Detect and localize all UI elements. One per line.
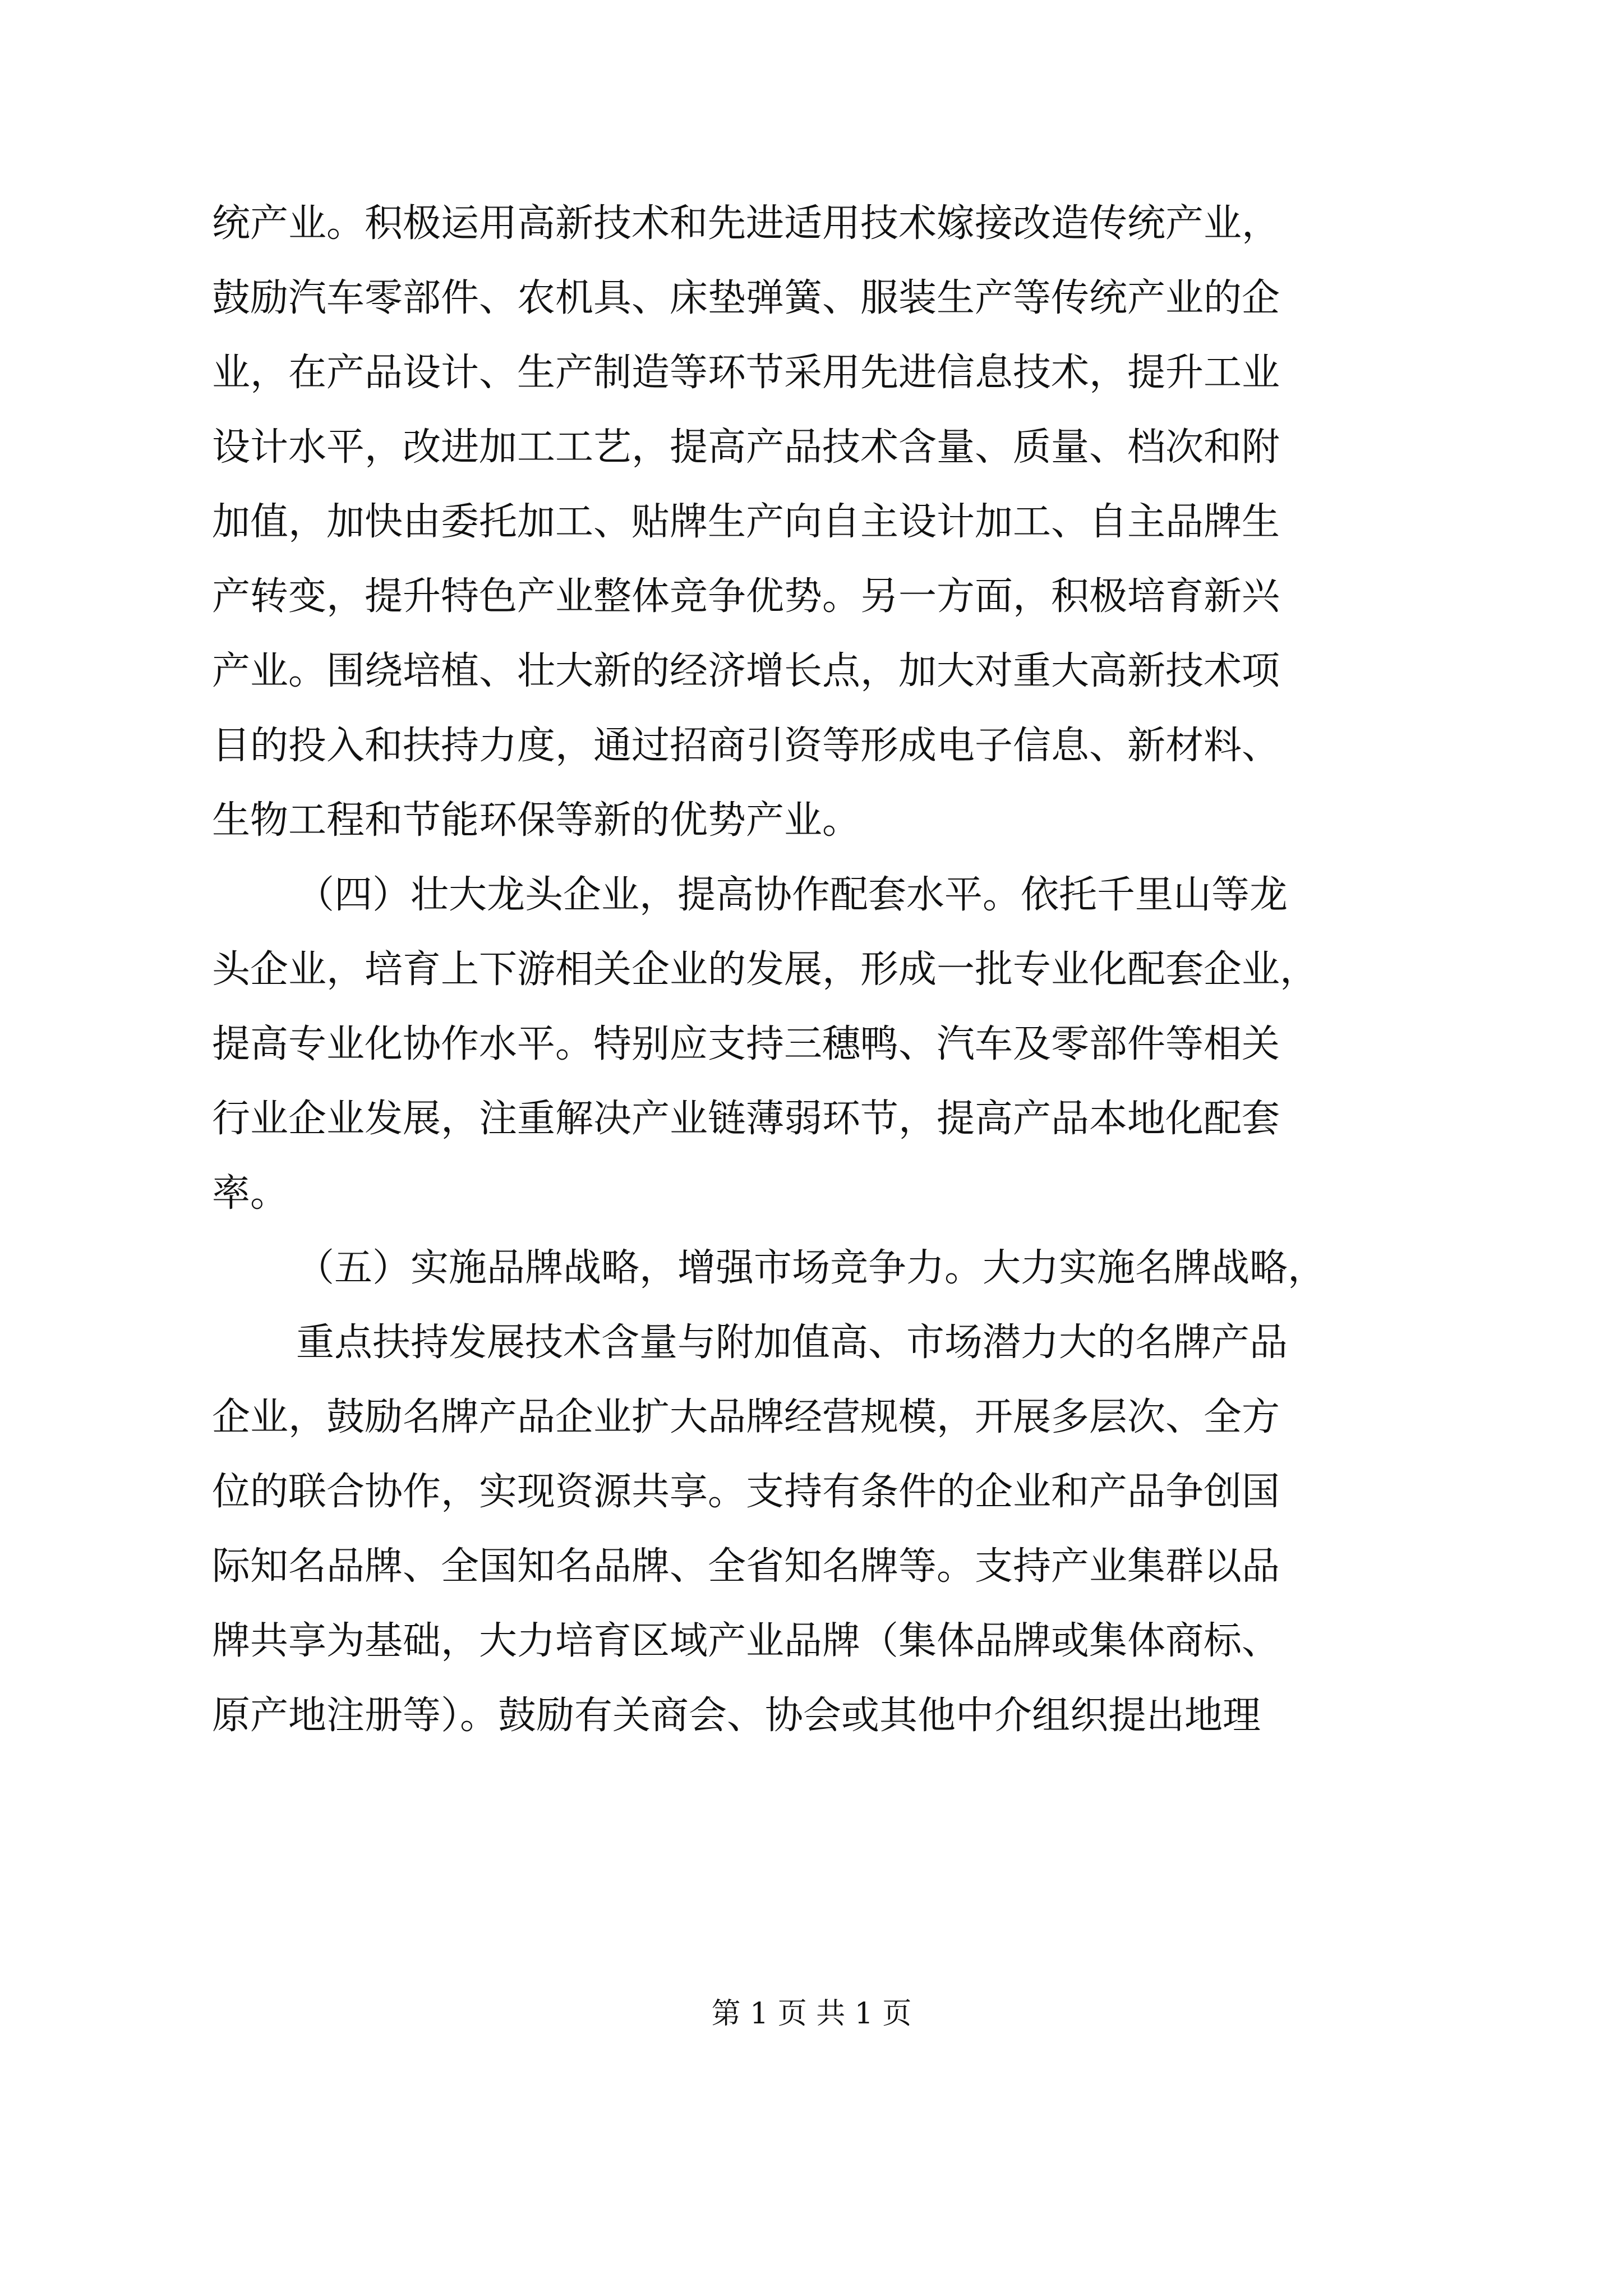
text-line: 位的联合协作，实现资源共享。支持有条件的企业和产品争创国 <box>212 1470 1280 1514</box>
text-line: 率。 <box>212 1171 289 1216</box>
text-line: 设计水平，改进加工工艺，提高产品技术含量、质量、档次和附 <box>212 425 1280 470</box>
text-line: 业，在产品设计、生产制造等环节采用先进信息技术，提升工业 <box>212 351 1280 395</box>
text-line: 加值，加快由委托加工、贴牌生产向自主设计加工、自主品牌生 <box>212 500 1280 544</box>
text-line: 牌共享为基础，大力培育区域产业品牌（集体品牌或集体商标、 <box>212 1619 1280 1663</box>
text-line: 产转变，提升特色产业整体竞争优势。另一方面，积极培育新兴 <box>212 574 1280 619</box>
text-line: 产业。围绕培植、壮大新的经济增长点，加大对重大高新技术项 <box>212 649 1280 693</box>
text-line: 目的投入和扶持力度，通过招商引资等形成电子信息、新材料、 <box>212 724 1280 768</box>
text-line: （四）壮大龙头企业，提高协作配套水平。依托千里山等龙 <box>296 873 1288 917</box>
text-line: 际知名品牌、全国知名品牌、全省知名牌等。支持产业集群以品 <box>212 1544 1280 1589</box>
text-line: 鼓励汽车零部件、农机具、床垫弹簧、服装生产等传统产业的企 <box>212 276 1280 320</box>
page-footer: 第 1 页 共 1 页 <box>711 1997 912 2031</box>
text-line: 提高专业化协作水平。特别应支持三穗鸭、汽车及零部件等相关 <box>212 1022 1280 1066</box>
text-line: （五）实施品牌战略，增强市场竞争力。大力实施名牌战略， <box>296 1246 1326 1290</box>
text-line: 统产业。积极运用高新技术和先进适用技术嫁接改造传统产业， <box>212 201 1280 246</box>
text-line: 生物工程和节能环保等新的优势产业。 <box>212 798 861 843</box>
text-line: 重点扶持发展技术含量与附加值高、市场潜力大的名牌产品 <box>296 1320 1288 1365</box>
text-line: 企业，鼓励名牌产品企业扩大品牌经营规模，开展多层次、全方 <box>212 1395 1280 1439</box>
text-line: 头企业，培育上下游相关企业的发展，形成一批专业化配套企业， <box>212 947 1318 992</box>
text-line: 原产地注册等）。鼓励有关商会、协会或其他中介组织提出地理 <box>212 1694 1261 1738</box>
text-line: 行业企业发展，注重解决产业链薄弱环节，提高产品本地化配套 <box>212 1097 1280 1141</box>
